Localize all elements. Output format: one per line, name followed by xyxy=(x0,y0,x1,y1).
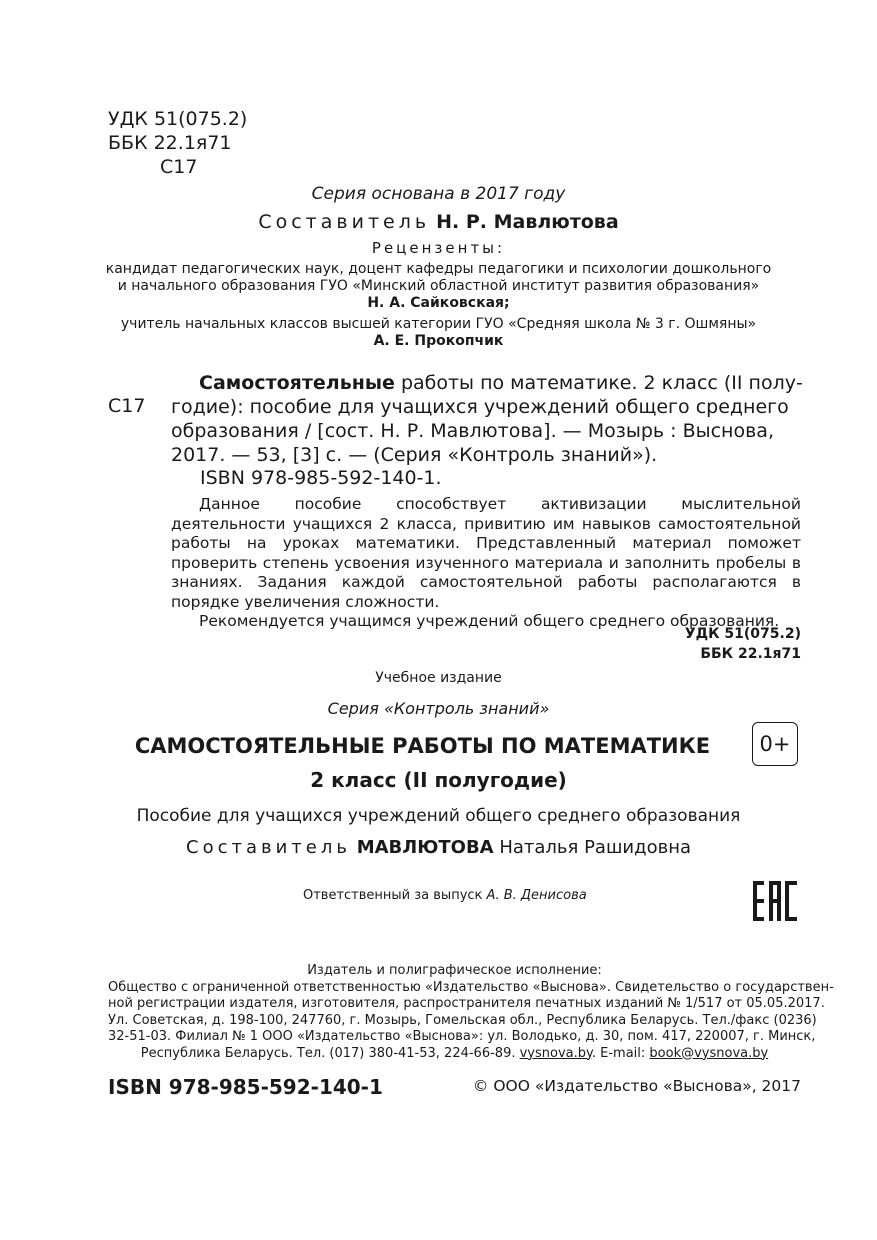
biblio-line2: годие): пособие для учащихся учреждений общего среднего xyxy=(171,396,789,418)
biblio-line3: образования / [сост. Н. Р. Мавлютова]. — Мозырь : Выснова, xyxy=(171,420,774,442)
composer-surname: МАВЛЮТОВА xyxy=(356,837,494,858)
responsible-name: А. В. Денисова xyxy=(486,888,587,903)
imprint-line3: Ул. Советская, д. 198-100, 247760, г. Мозырь, Гомельская обл., Республика Беларусь. Тел./факс (0236) xyxy=(108,1012,817,1028)
age-rating-badge: 0+ xyxy=(752,722,798,766)
udk-code: УДК 51(075.2) xyxy=(108,108,248,130)
book-purpose: Пособие для учащихся учреждений общего среднего образования xyxy=(136,806,741,826)
library-codes xyxy=(108,107,247,179)
imprint-line4: 32-51-03. Филиал № 1 ООО «Издательство «Выснова»: ул. Володько, д. 30, пом. 417, 220007, г. Минск, xyxy=(108,1029,816,1044)
biblio-mark: С17 xyxy=(108,395,146,417)
reviewers-title: Рецензенты: xyxy=(371,239,506,257)
abstract-recommendation: Рекомендуется учащимся учреждений общего среднего образования. xyxy=(199,612,780,630)
series-founded: Серия основана в 2017 году xyxy=(311,184,566,204)
imprint-heading: Издатель и полиграфическое исполнение: xyxy=(307,963,602,978)
isbn-bottom: ISBN 978-985-592-140-1 xyxy=(108,1075,383,1099)
composer-line xyxy=(0,211,877,233)
udk-code-right: УДК 51(075.2) xyxy=(684,626,801,642)
imprint-line1: Общество с ограниченной ответственностью «Издательство «Выснова». Свидетельство о государствен- xyxy=(108,979,834,995)
biblio-description xyxy=(171,371,801,467)
website-link[interactable]: vysnova.by xyxy=(519,1045,592,1061)
reviewer1-line1: кандидат педагогических наук, доцент кафедры педагогики и психологии дошкольного xyxy=(105,261,772,277)
composer-given-names: Наталья Рашидовна xyxy=(499,837,691,858)
biblio-line4: 2017. — 53, [3] с. — (Серия «Контроль знаний»). xyxy=(171,444,658,466)
bbk-code-right: ББК 22.1я71 xyxy=(700,646,801,662)
library-codes-right xyxy=(685,624,801,664)
eac-mark-icon xyxy=(752,880,798,922)
responsible-label: Ответственный за выпуск xyxy=(303,888,483,903)
imprint xyxy=(108,963,834,1062)
biblio-isbn: ISBN 978-985-592-140-1. xyxy=(200,467,442,489)
series-name: Серия «Контроль знаний» xyxy=(327,699,550,718)
author-mark: С17 xyxy=(160,156,198,178)
imprint-line2: ной регистрации издателя, изготовителя, распространителя печатных изданий № 1/517 от 05.05.2017. xyxy=(108,996,825,1011)
reviewer2-line1: учитель начальных классов высшей категории ГУО «Средняя школа № 3 г. Ошмяны» xyxy=(120,316,757,332)
composer-full-label: Составитель xyxy=(186,837,351,858)
responsible-line xyxy=(303,888,587,903)
composer-name: Н. Р. Мавлютова xyxy=(436,211,619,233)
composer-label: Составитель xyxy=(258,211,431,233)
bbk-code: ББК 22.1я71 xyxy=(108,132,232,154)
biblio-line1: Самостоятельные работы по математике. 2 класс (II полу- xyxy=(199,372,803,394)
abstract xyxy=(171,495,801,632)
email-link[interactable]: book@vysnova.by xyxy=(649,1045,769,1061)
edition-label: Учебное издание xyxy=(375,670,502,686)
book-title: САМОСТОЯТЕЛЬНЫЕ РАБОТЫ ПО МАТЕМАТИКЕ xyxy=(134,734,711,758)
composer-full-line xyxy=(0,837,877,858)
copyright: © ООО «Издательство «Выснова», 2017 xyxy=(472,1077,801,1095)
reviewer1-line2: и начального образования ГУО «Минский областной институт развития образования» xyxy=(117,278,760,294)
reviewer2-name: А. Е. Прокопчик xyxy=(373,333,504,349)
reviewer1-name: Н. А. Сайковская; xyxy=(367,295,510,311)
book-subtitle: 2 класс (II полугодие) xyxy=(310,768,567,792)
biblio-title-word: Самостоятельные xyxy=(199,372,395,394)
abstract-paragraph: Данное пособие способствует активизации мыслительной деятельности учащихся 2 класса, привитию им навыков самостоятельной работы на уроках математики. Представленный материал поможет проверить степень усвоения изученного материала и заполнить пробелы в знаниях. Задания каждой самостоятельной работы располагаются в порядке увеличения сложности. xyxy=(171,495,801,611)
imprint-line5: Республика Беларусь. Тел. (017) 380-41-53, 224-66-89. vysnova.by. E-mail: book@vysnova.by xyxy=(140,1045,769,1061)
